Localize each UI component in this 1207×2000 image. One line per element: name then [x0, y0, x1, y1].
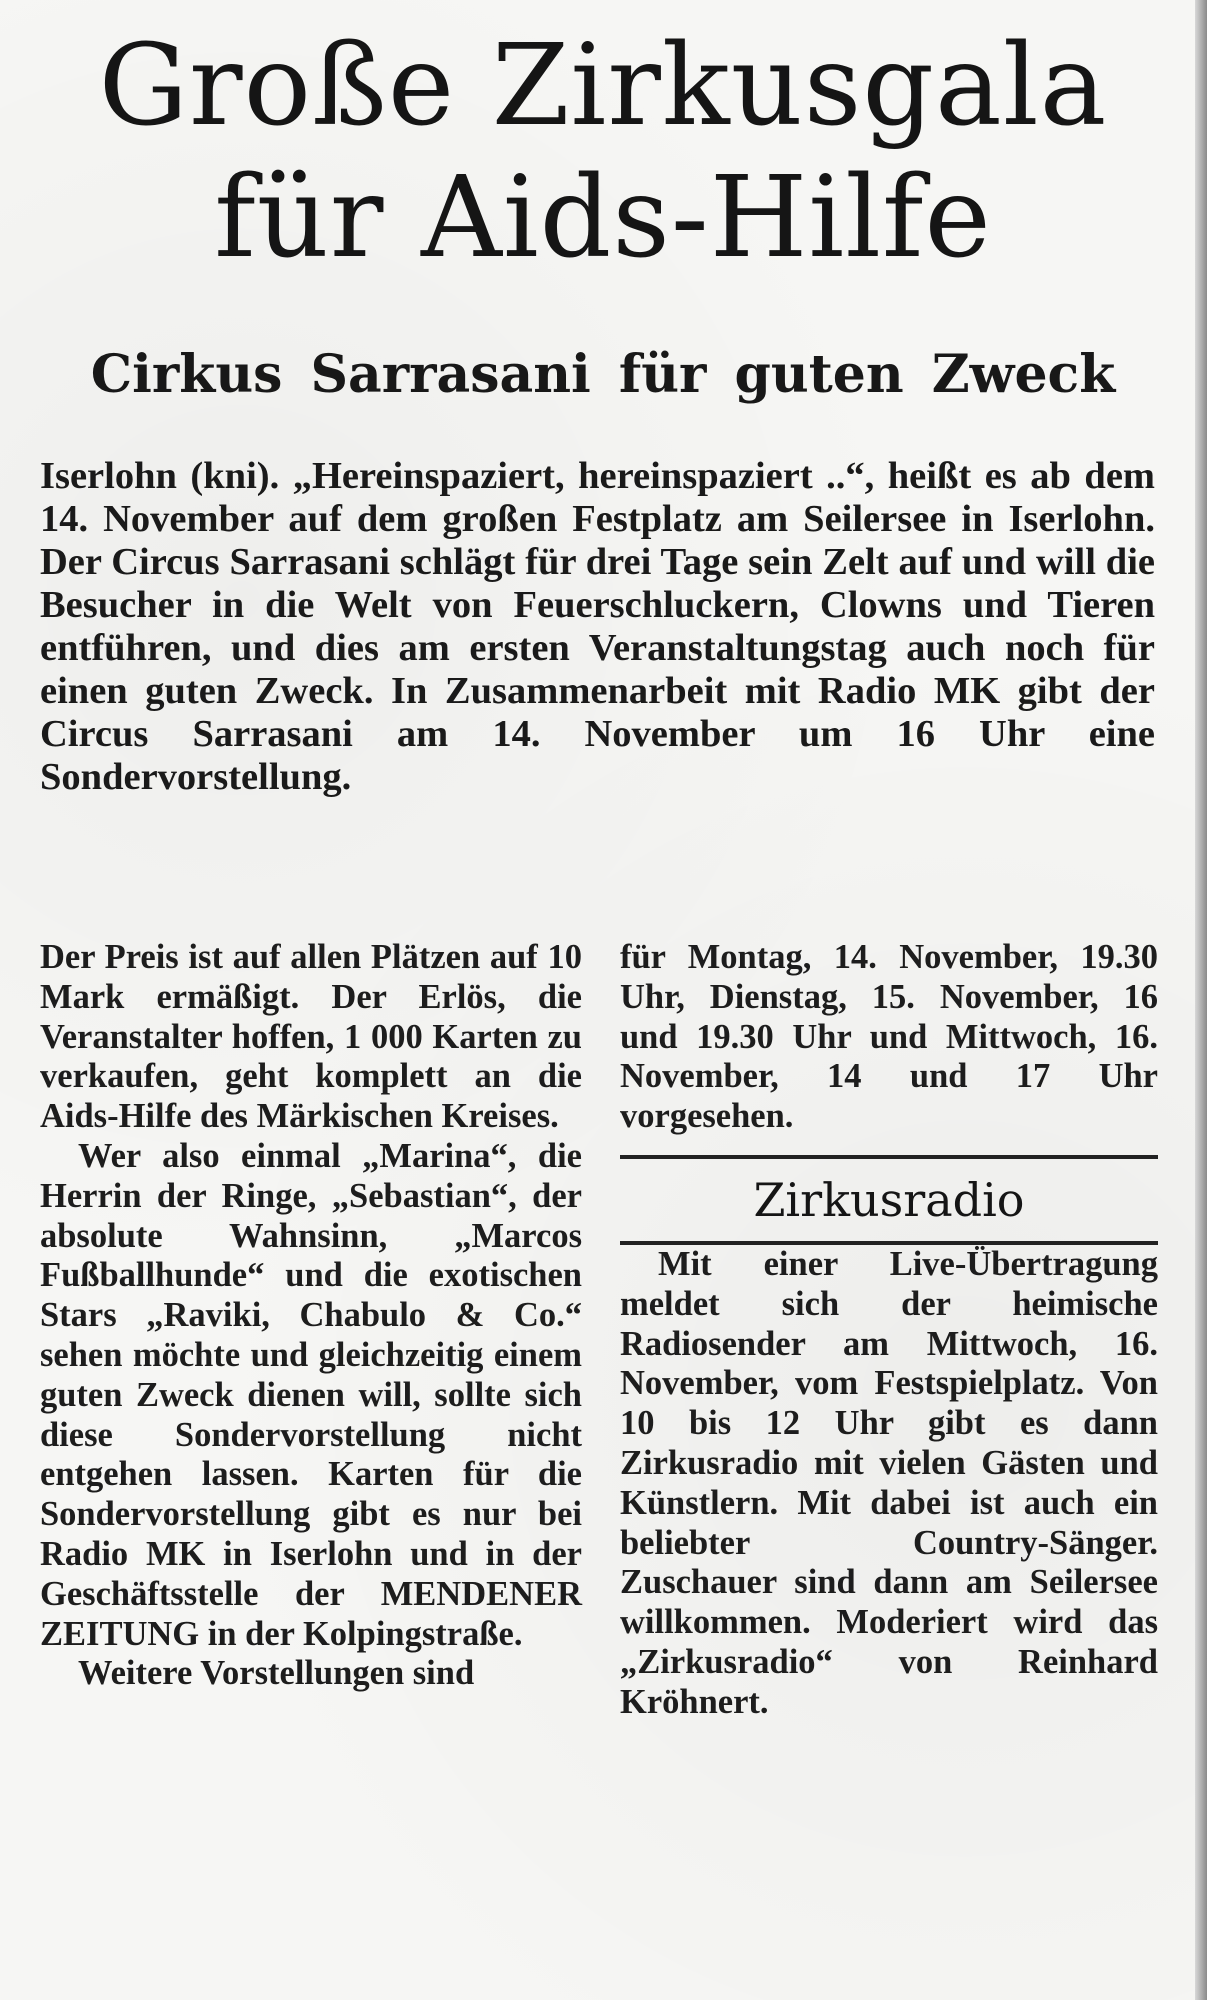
headline: Große Zirkusgala für Aids-Hilfe	[98, 21, 1108, 283]
left-column	[40, 938, 582, 1694]
right-column	[620, 938, 1158, 1723]
scan-edge	[1195, 0, 1207, 2000]
box-title: Zirkusradio	[753, 1172, 1025, 1227]
lead-paragraph	[40, 455, 1155, 799]
left-paragraph-price: Der Preis ist auf allen Plätzen auf 10 Mark ermäßigt. Der Erlös, die Veranstalter hoffen, 1 000 Karten zu verkaufen, geht komplett an die Aids-Hilfe des Märkischen Kreises.	[40, 938, 582, 1136]
subheadline: Cirkus Sarrasani für guten Zweck	[90, 344, 1116, 405]
box-rule-top	[620, 1155, 1158, 1159]
dateline-place: Iserlohn	[40, 455, 177, 497]
left-paragraph-more-shows: Weitere Vorstellungen sind	[78, 1654, 475, 1693]
lead-text: (kni). „Hereinspaziert, hereinspaziert ..“, heißt es ab dem 14. November auf dem großen Festplatz am Seilersee in Iserlohn. Der Circus Sarrasani schlägt für drei Tage sein Zelt auf und will die Besucher in die Welt von Feuerschluckern, Clowns und Tieren entführen, und dies am ersten Veranstaltungstag auch noch für einen guten Zweck. In Zusammenarbeit mit Radio MK gibt der Circus Sarrasani am 14. November um 16 Uhr eine Sondervorstellung.	[40, 455, 1155, 798]
left-paragraph-stars: Wer also einmal „Marina“, die Herrin der Ringe, „Sebastian“, der absolute Wahnsinn, „Marcos Fußballhunde“ und die exotischen Stars „Raviki, Chabulo & Co.“ sehen möchte und gleichzeitig einem guten Zweck dienen will, sollte sich diese Sondervorstellung nicht entgehen lassen. Karten für die Sondervorstellung gibt es nur bei Radio MK in Iserlohn und in der Geschäftsstelle der MENDENER ZEITUNG in der Kolpingstraße.	[40, 1136, 582, 1653]
right-paragraph-dates: für Montag, 14. November, 19.30 Uhr, Dienstag, 15. November, 16 und 19.30 Uhr und Mittwoch, 16. November, 14 und 17 Uhr vorgesehen.	[620, 938, 1158, 1136]
right-paragraph-radio: Mit einer Live-Übertragung meldet sich der heimische Radiosender am Mittwoch, 16. November, vom Festspielplatz. Von 10 bis 12 Uhr gibt es dann Zirkusradio mit vielen Gästen und Künstlern. Mit dabei ist auch ein beliebter Country-Sänger. Zuschauer sind dann am Seilersee willkommen. Moderiert wird das „Zirkusradio“ von Reinhard Kröhnert.	[620, 1244, 1158, 1721]
